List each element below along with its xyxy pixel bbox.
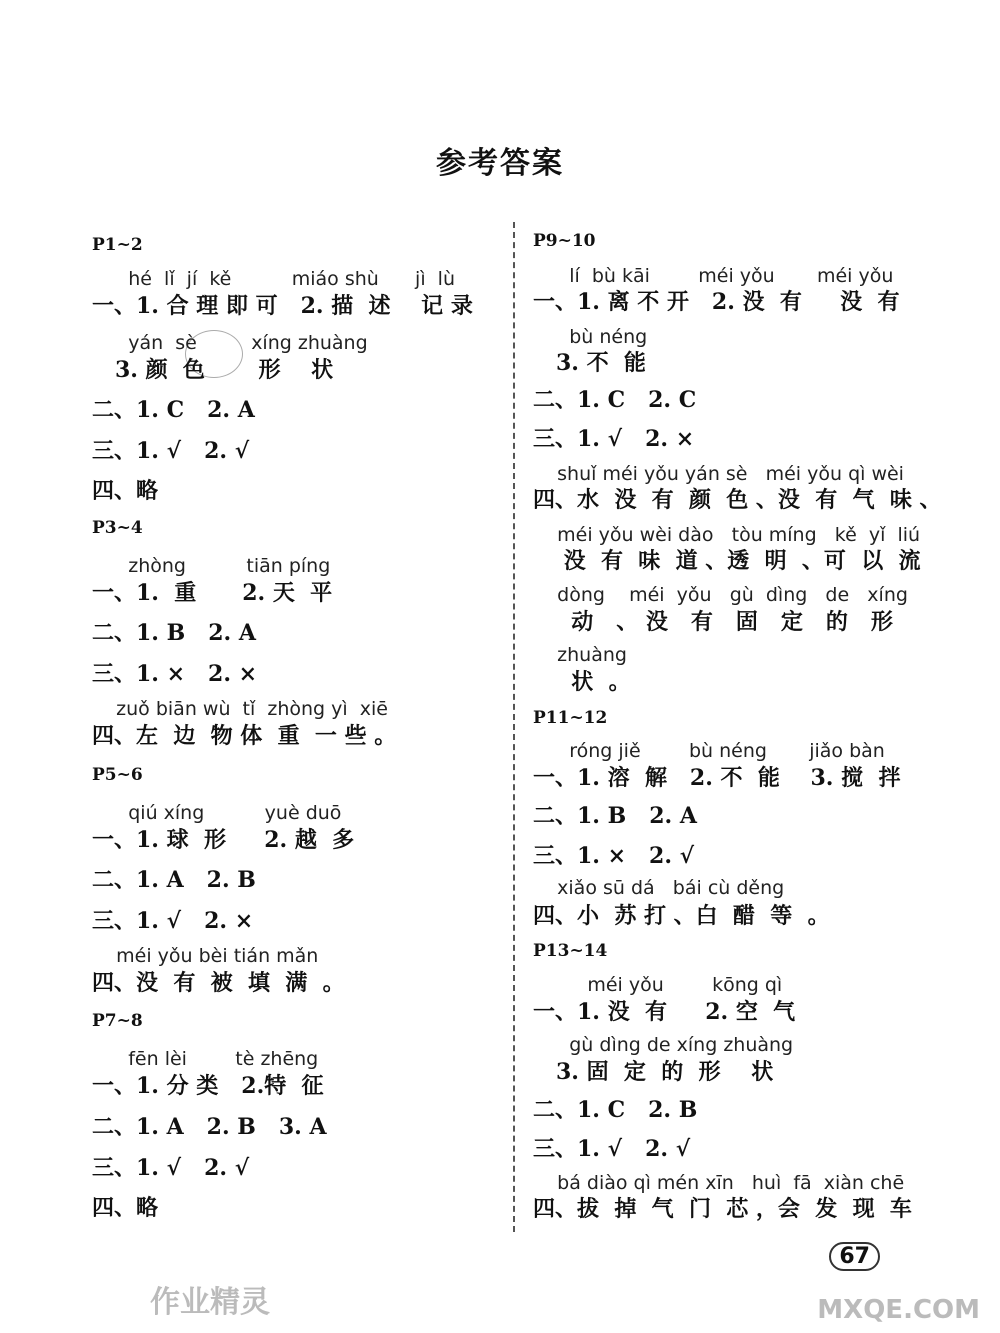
pinyin-line: xiǎo sū dá bái cù děng — [533, 877, 785, 899]
pinyin-line: lí bù kāi méi yǒu méi yǒu — [533, 265, 894, 287]
pinyin-line: zhuàng — [533, 644, 627, 666]
answer-line: 一、1. 没 有 2. 空 气 — [533, 999, 796, 1025]
pinyin-line: yán sè xíng zhuàng — [92, 332, 368, 354]
answer-line: 动 、 没 有 固 定 的 形 — [533, 609, 893, 635]
answer-line: 3. 不 能 — [533, 350, 646, 376]
answer-line: 四、小 苏 打 、白 醋 等 。 — [533, 903, 830, 929]
answer-line: 二、1. A 2. B — [92, 867, 256, 893]
section-label: P9~10 — [533, 231, 596, 251]
answer-line: 二、1. C 2. A — [92, 397, 255, 423]
answer-line: 四、略 — [92, 1195, 159, 1221]
watermark-bottom-right: MXQE.COM — [817, 1295, 980, 1325]
answer-line: 二、1. C 2. C — [533, 387, 697, 413]
answer-line: 三、1. √ 2. × — [92, 908, 254, 934]
answer-line: 三、1. √ 2. √ — [92, 1155, 250, 1181]
answer-line: 四、略 — [92, 478, 159, 504]
section-label: P3~4 — [92, 518, 143, 538]
section-label: P5~6 — [92, 765, 143, 785]
pinyin-line: gù dìng de xíng zhuàng — [533, 1034, 794, 1056]
answer-line: 一、1. 重 2. 天 平 — [92, 580, 333, 606]
pinyin-line: dòng méi yǒu gù dìng de xíng — [533, 584, 908, 606]
answer-line: 一、1. 球 形 2. 越 多 — [92, 827, 355, 853]
section-label: P7~8 — [92, 1011, 143, 1031]
answer-line: 三、1. √ 2. × — [533, 426, 695, 452]
answer-line: 状 。 — [533, 669, 631, 695]
watermark-bottom-left: 作业精灵 — [150, 1285, 270, 1320]
answer-line: 二、1. B 2. A — [533, 803, 697, 829]
pinyin-line: shuǐ méi yǒu yán sè méi yǒu qì wèi — [533, 463, 904, 485]
pinyin-line: bù néng — [533, 326, 648, 348]
pinyin-line: zuǒ biān wù tǐ zhòng yì xiē — [92, 698, 388, 720]
answer-line: 三、1. √ 2. √ — [92, 438, 250, 464]
pinyin-line: méi yǒu wèi dào tòu míng kě yǐ liú — [533, 524, 921, 546]
answer-line: 没 有 味 道 、透 明 、可 以 流 — [533, 548, 921, 574]
pinyin-line: bá diào qì mén xīn huì fā xiàn chē — [533, 1172, 905, 1194]
answer-line: 一、1. 分 类 2.特 征 — [92, 1073, 324, 1099]
section-label: P11~12 — [533, 708, 608, 728]
answer-line: 四、没 有 被 填 满 。 — [92, 970, 345, 996]
pinyin-line: róng jiě bù néng jiǎo bàn — [533, 740, 885, 762]
answer-line: 3. 颜 色 形 状 — [92, 357, 334, 383]
pinyin-line: méi yǒu kōng qì — [533, 974, 783, 996]
answer-line: 二、1. C 2. B — [533, 1097, 698, 1123]
answer-line: 四、拔 掉 气 门 芯 ，会 发 现 车 — [533, 1196, 912, 1222]
pinyin-line: zhòng tiān píng — [92, 555, 331, 577]
section-label: P13~14 — [533, 941, 608, 961]
answer-line: 3. 固 定 的 形 状 — [533, 1059, 774, 1085]
column-divider — [513, 222, 515, 1232]
answer-line: 三、1. × 2. √ — [533, 843, 695, 869]
answer-line: 一、1. 合 理 即 可 2. 描 述 记 录 — [92, 293, 473, 319]
page-number: 67 — [829, 1242, 880, 1271]
answer-line: 一、1. 离 不 开 2. 没 有 没 有 — [533, 289, 900, 315]
page-title: 参考答案 — [436, 146, 564, 181]
answer-line: 三、1. × 2. × — [92, 661, 258, 687]
answer-line: 四、左 边 物 体 重 一 些 。 — [92, 723, 397, 749]
pinyin-line: méi yǒu bèi tián mǎn — [92, 945, 319, 967]
answer-line: 四、水 没 有 颜 色 、没 有 气 味 、 — [533, 487, 942, 513]
answer-line: 三、1. √ 2. √ — [533, 1136, 691, 1162]
answer-line: 二、1. A 2. B 3. A — [92, 1114, 327, 1140]
section-label: P1~2 — [92, 235, 143, 255]
pinyin-line: hé lǐ jí kě miáo shù jì lù — [92, 268, 456, 290]
pinyin-line: qiú xíng yuè duō — [92, 802, 342, 824]
answer-line: 一、1. 溶 解 2. 不 能 3. 搅 拌 — [533, 765, 901, 791]
answer-line: 二、1. B 2. A — [92, 620, 256, 646]
pinyin-line: fēn lèi tè zhēng — [92, 1048, 319, 1070]
